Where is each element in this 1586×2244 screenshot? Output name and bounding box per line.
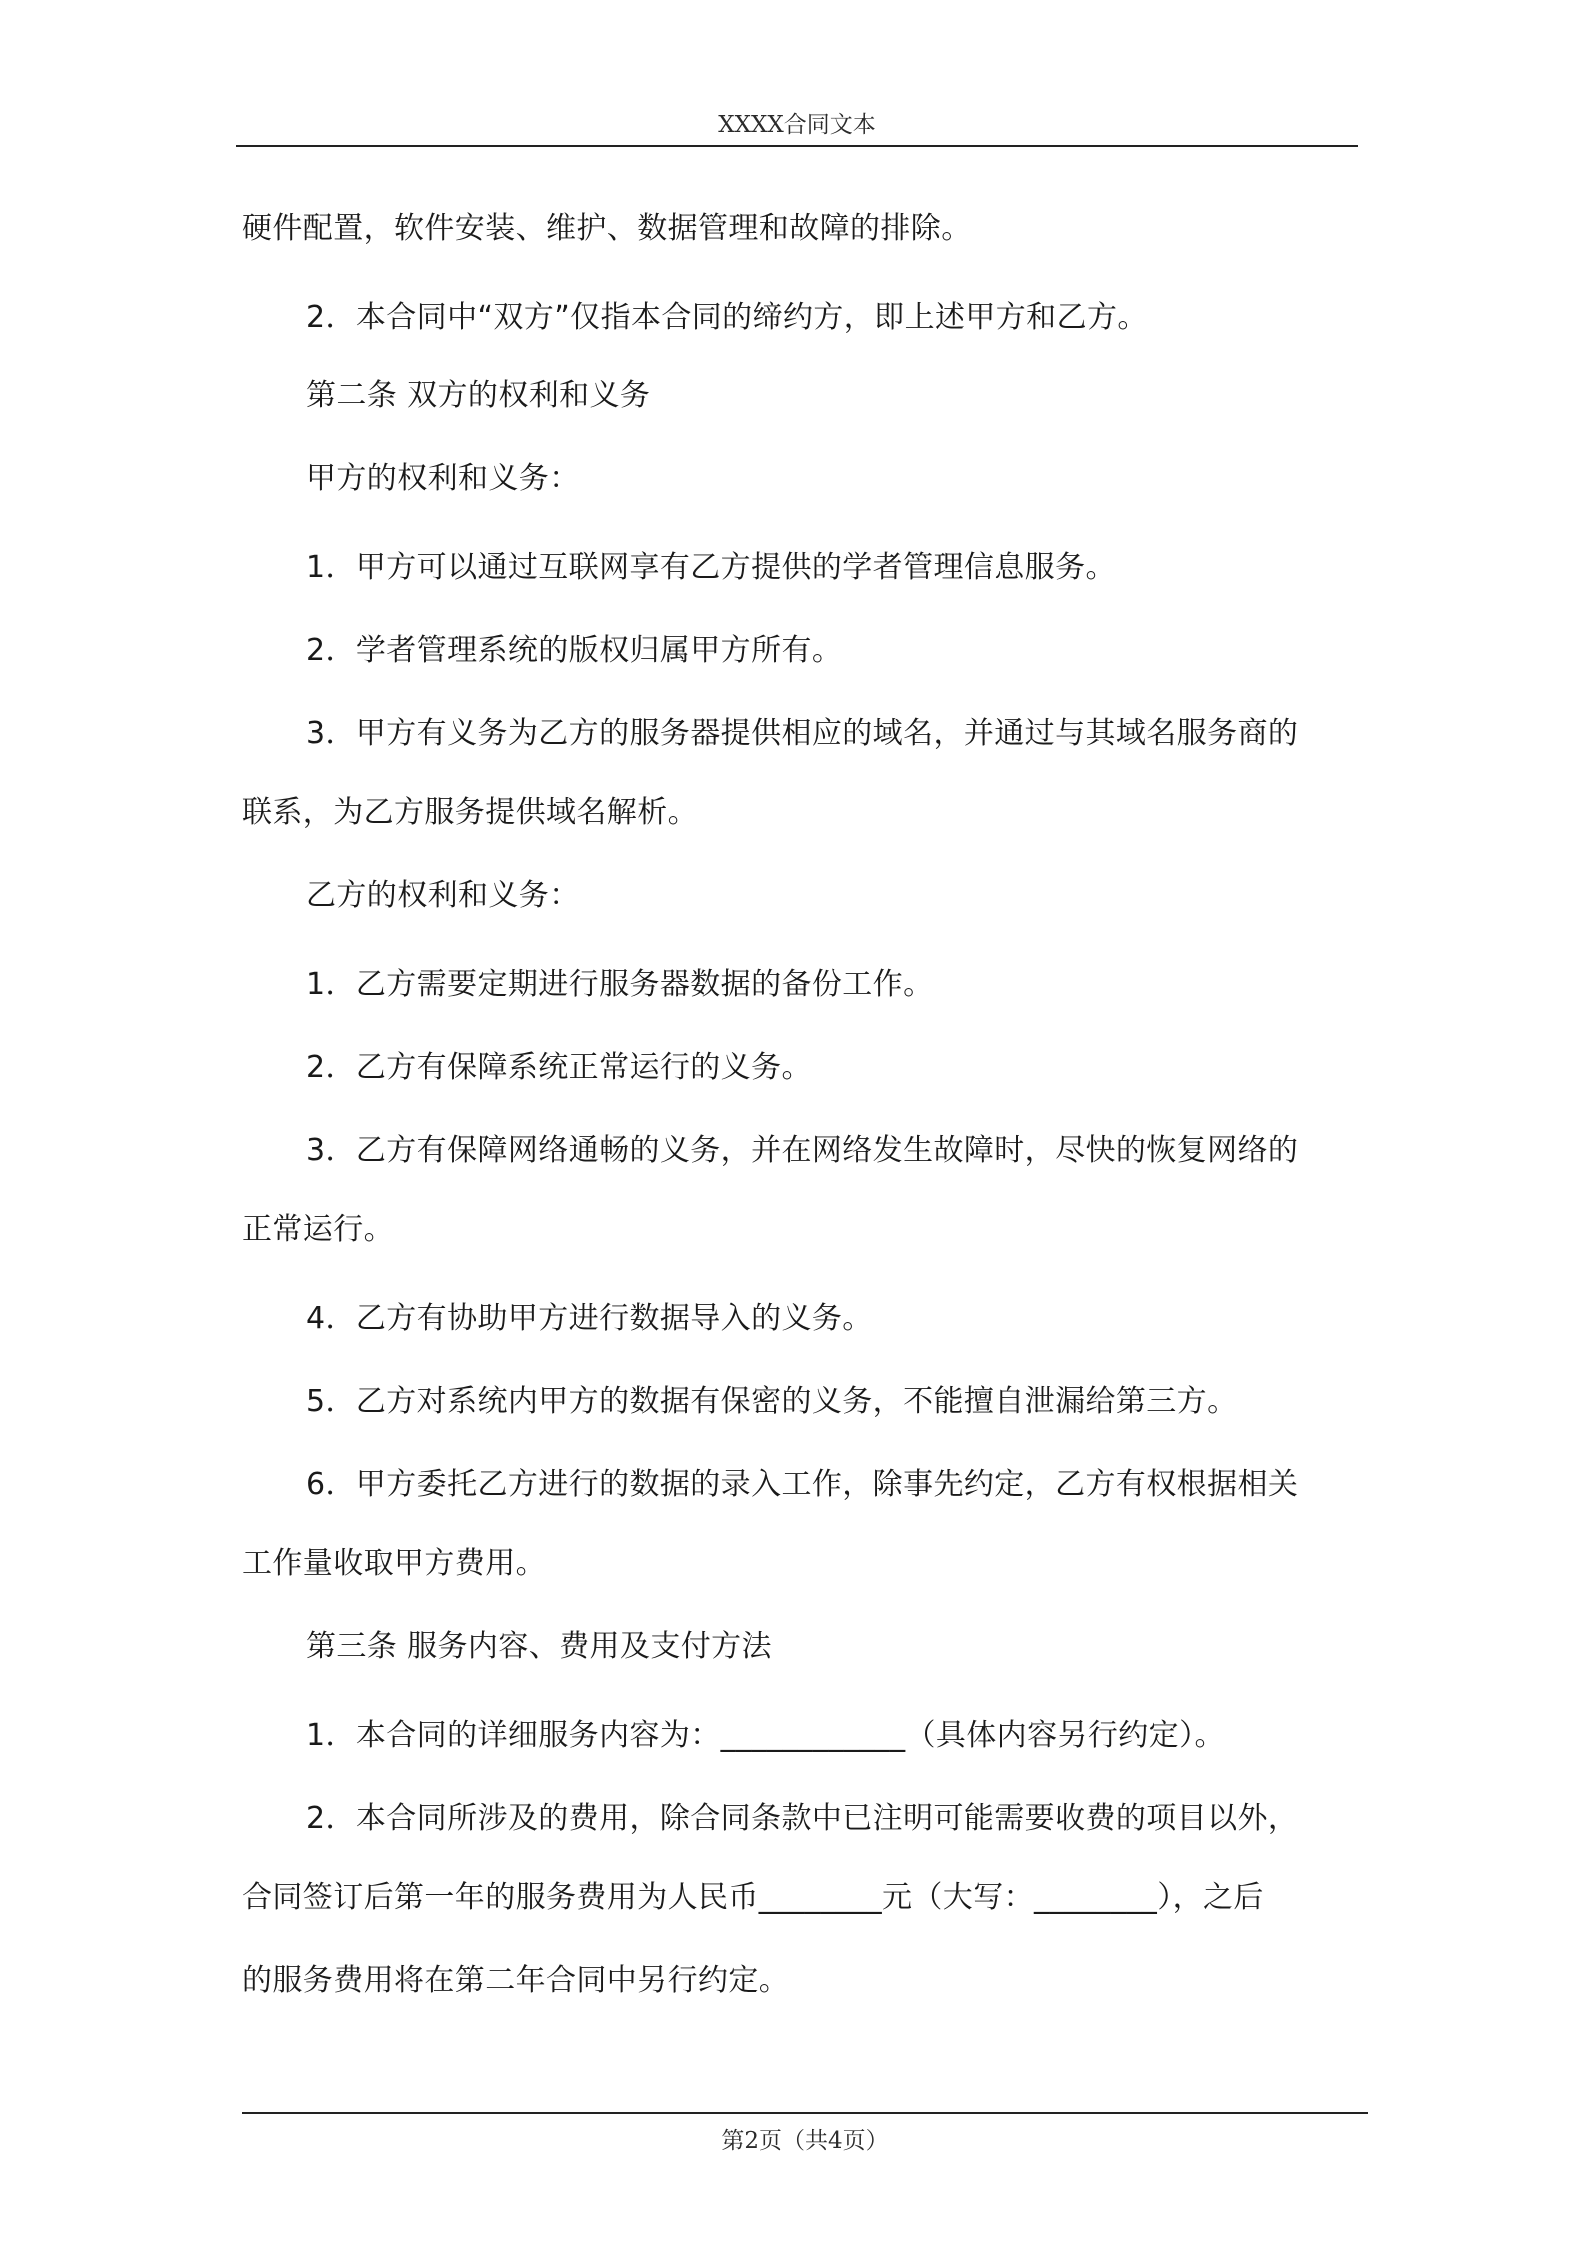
paragraph-line: 1．本合同的详细服务内容为：____________（具体内容另行约定）。 bbox=[306, 1718, 1225, 1753]
paragraph-line: 2．乙方有保障系统正常运行的义务。 bbox=[306, 1050, 812, 1085]
paragraph-line: 6．甲方委托乙方进行的数据的录入工作，除事先约定，乙方有权根据相关 bbox=[306, 1467, 1299, 1502]
paragraph-line: 工作量收取甲方费用。 bbox=[242, 1546, 546, 1581]
page-number: 第2页（共4页） bbox=[721, 2128, 889, 2154]
paragraph-line: 5．乙方对系统内甲方的数据有保密的义务，不能擅自泄漏给第三方。 bbox=[306, 1384, 1238, 1419]
subsection-heading: 甲方的权利和义务： bbox=[306, 461, 580, 496]
header-title: XXXX合同文本 bbox=[718, 112, 876, 138]
section-heading: 第二条 双方的权利和义务 bbox=[306, 378, 651, 413]
paragraph-line: 3．甲方有义务为乙方的服务器提供相应的域名，并通过与其域名服务商的 bbox=[306, 716, 1299, 751]
paragraph-line: 2．本合同所涉及的费用，除合同条款中已注明可能需要收费的项目以外， bbox=[306, 1801, 1299, 1836]
paragraph-line: 2．学者管理系统的版权归属甲方所有。 bbox=[306, 633, 843, 668]
paragraph-line: 3．乙方有保障网络通畅的义务，并在网络发生故障时，尽快的恢复网络的 bbox=[306, 1133, 1299, 1168]
paragraph-line: 2．本合同中“双方”仅指本合同的缔约方，即上述甲方和乙方。 bbox=[306, 300, 1148, 335]
paragraph-line: 合同签订后第一年的服务费用为人民币________元（大写：________），之后 bbox=[242, 1880, 1264, 1915]
paragraph-line: 的服务费用将在第二年合同中另行约定。 bbox=[242, 1963, 790, 1998]
paragraph-line: 硬件配置，软件安装、维护、数据管理和故障的排除。 bbox=[242, 211, 972, 246]
paragraph-line: 4．乙方有协助甲方进行数据导入的义务。 bbox=[306, 1301, 873, 1336]
section-heading: 第三条 服务内容、费用及支付方法 bbox=[306, 1629, 772, 1664]
footer-divider bbox=[242, 2112, 1368, 2114]
paragraph-line: 联系，为乙方服务提供域名解析。 bbox=[242, 795, 698, 830]
header-divider bbox=[236, 145, 1358, 147]
paragraph-line: 1．甲方可以通过互联网享有乙方提供的学者管理信息服务。 bbox=[306, 550, 1116, 585]
paragraph-line: 正常运行。 bbox=[242, 1212, 394, 1247]
subsection-heading: 乙方的权利和义务： bbox=[306, 878, 580, 913]
paragraph-line: 1．乙方需要定期进行服务器数据的备份工作。 bbox=[306, 967, 934, 1002]
